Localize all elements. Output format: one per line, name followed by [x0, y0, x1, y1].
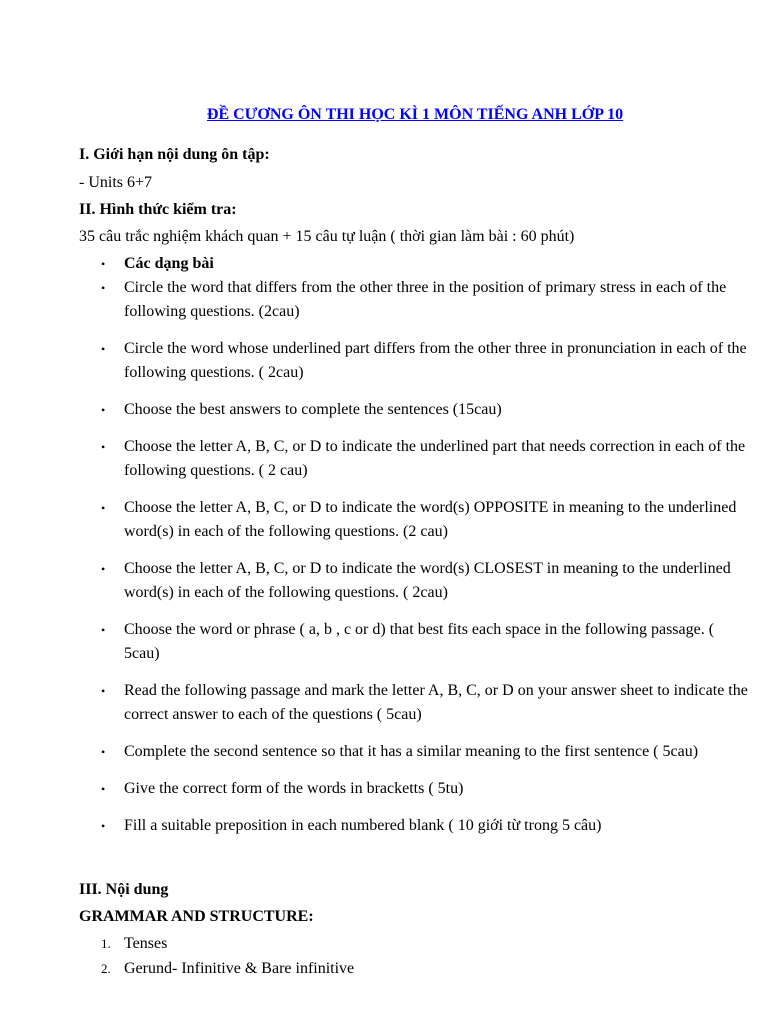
list-item — [79, 956, 749, 981]
section2-heading: II. Hình thức kiểm tra: — [79, 201, 237, 218]
list-number: 2. — [101, 961, 111, 976]
grammar-heading: GRAMMAR AND STRUCTURE: — [79, 908, 314, 925]
list-item-text: Gerund- Infinitive & Bare infinitive — [124, 960, 355, 977]
list-item-text: Choose the letter A, B, C, or D to indicate the underlined part that needs correction in each of the following questions. ( 2 cau) — [124, 438, 746, 479]
bullet-icon: • — [101, 745, 106, 759]
section1-text: - Units 6+7 — [79, 174, 153, 191]
section3-heading: III. Nội dung — [79, 881, 169, 898]
section1-heading: I. Giới hạn nội dung ôn tập: — [79, 146, 270, 163]
bullet-icon: • — [101, 782, 106, 796]
bullet-icon: • — [101, 819, 106, 833]
bullet-icon: • — [101, 501, 106, 515]
bullet-icon: • — [101, 257, 106, 271]
bullet-icon: • — [101, 684, 106, 698]
bullet-icon: • — [101, 342, 106, 356]
bullet-icon: • — [101, 281, 106, 295]
list-item — [79, 252, 749, 276]
list-item — [79, 496, 749, 544]
list-item-text: Give the correct form of the words in bracketts ( 5tu) — [124, 780, 464, 797]
list-item-text: Choose the letter A, B, C, or D to indicate the word(s) CLOSEST in meaning to the underlined word(s) in each of the following questions. ( 2cau) — [124, 560, 731, 601]
list-item — [79, 276, 749, 324]
bullet-icon: • — [101, 440, 106, 454]
list-item-text: Choose the letter A, B, C, or D to indicate the word(s) OPPOSITE in meaning to the underlined word(s) in each of the following questions. (2 cau) — [124, 499, 737, 540]
bullet-icon: • — [101, 623, 106, 637]
question-types-list — [79, 252, 749, 838]
list-item — [79, 740, 749, 764]
bullet-icon: • — [101, 562, 106, 576]
list-item-text: Choose the word or phrase ( a, b , c or d) that best fits each space in the following passage. ( 5cau) — [124, 621, 715, 662]
bullet-icon: • — [101, 403, 106, 417]
list-item — [79, 931, 749, 956]
grammar-list — [79, 931, 749, 981]
list-item-text: Các dạng bài — [124, 255, 214, 272]
list-item — [79, 435, 749, 483]
list-item-text: Tenses — [124, 935, 168, 952]
list-item-text: Complete the second sentence so that it has a similar meaning to the first sentence ( 5cau) — [124, 743, 699, 760]
document-title[interactable]: ĐỀ CƯƠNG ÔN THI HỌC KÌ 1 MÔN TIẾNG ANH LỚP 10 — [206, 106, 624, 123]
list-number: 1. — [101, 936, 111, 951]
section2-text: 35 câu trắc nghiệm khách quan + 15 câu tự luận ( thời gian làm bài : 60 phút) — [79, 228, 575, 245]
list-item — [79, 557, 749, 605]
list-item-text: Choose the best answers to complete the sentences (15cau) — [124, 401, 502, 418]
list-item-text: Fill a suitable preposition in each numbered blank ( 10 giới từ trong 5 câu) — [124, 817, 602, 834]
list-item — [79, 337, 749, 385]
list-item-text: Circle the word that differs from the other three in the position of primary stress in each of the following questions. (2cau) — [124, 279, 727, 320]
list-item — [79, 679, 749, 727]
list-item — [79, 814, 749, 838]
list-item-text: Circle the word whose underlined part differs from the other three in pronunciation in each of the following questions. ( 2cau) — [124, 340, 747, 381]
list-item — [79, 618, 749, 666]
list-item — [79, 777, 749, 801]
list-item — [79, 398, 749, 422]
list-item-text: Read the following passage and mark the letter A, B, C, or D on your answer sheet to indicate the correct answer to each of the questions ( 5cau) — [124, 682, 748, 723]
